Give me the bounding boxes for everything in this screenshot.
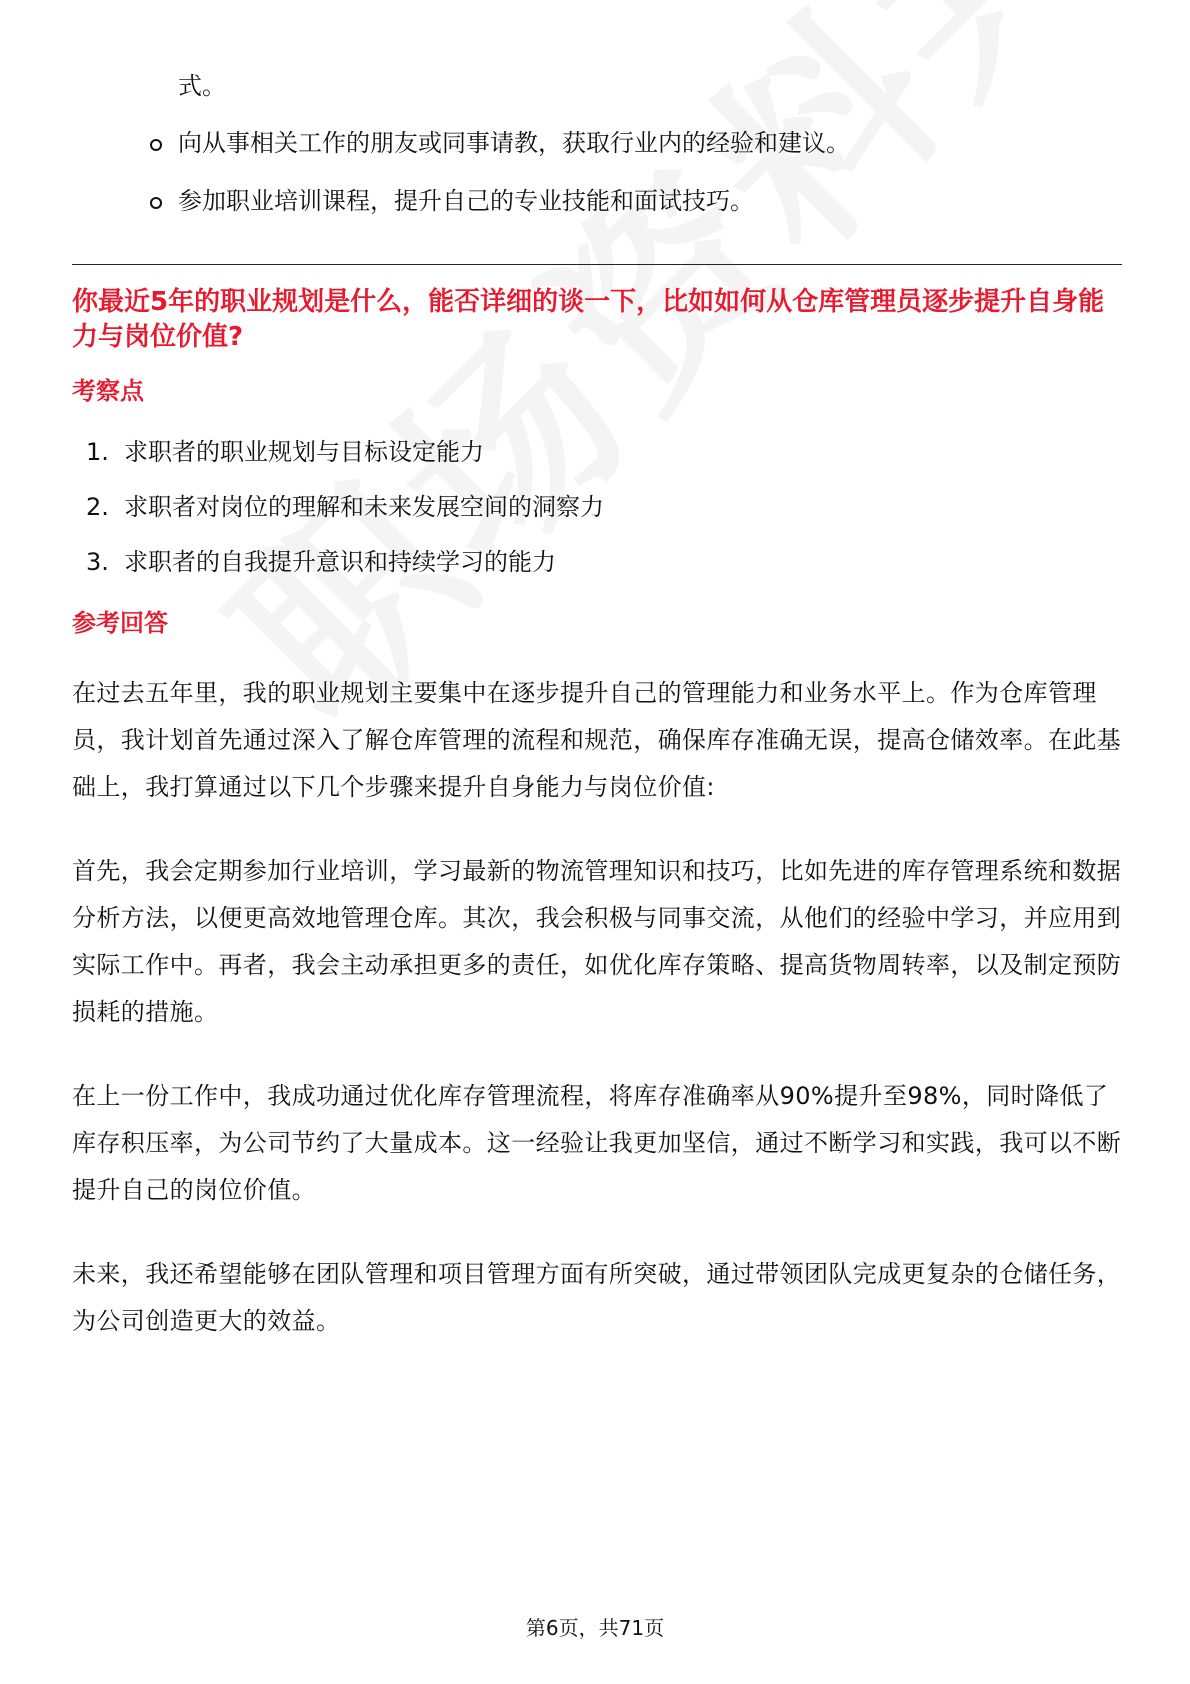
key-point-text: 求职者对岗位的理解和未来发展空间的洞察力 [124,493,604,521]
previous-bullet-list [72,70,1122,218]
question-heading: 你最近5年的职业规划是什么，能否详细的谈一下，比如如何从仓库管理员逐步提升自身能力与岗位价值? [72,287,1105,352]
key-point-item [86,436,1122,469]
key-point-number: 2. [86,493,109,521]
answer-paragraph: 未来，我还希望能够在团队管理和项目管理方面有所突破，通过带领团队完成更复杂的仓储任务，为公司创造更大的效益。 [72,1260,1122,1335]
list-item-text: 参加职业培训课程，提升自己的专业技能和面试技巧。 [178,187,754,215]
answer-title: 参考回答 [72,609,168,637]
page-footer: 第6页，共71页 [525,1616,665,1640]
answer-paragraph: 在过去五年里，我的职业规划主要集中在逐步提升自己的管理能力和业务水平上。作为仓库管理员，我计划首先通过深入了解仓库管理的流程和规范，确保库存准确无误，提高仓储效率。在此基础上，我打算通过以下几个步骤来提升自身能力与岗位价值: [72,679,1122,801]
bullet-circle-icon [150,139,162,151]
answer-paragraph: 首先，我会定期参加行业培训，学习最新的物流管理知识和技巧，比如先进的库存管理系统和数据分析方法，以便更高效地管理仓库。其次，我会积极与同事交流，从他们的经验中学习，并应用到实际工作中。再者，我会主动承担更多的责任，如优化库存策略、提高货物周转率，以及制定预防损耗的措施。 [72,857,1122,1026]
list-item-text: 向从事相关工作的朋友或同事请教，获取行业内的经验和建议。 [178,129,850,157]
key-point-number: 1. [86,438,109,466]
list-item [178,185,1122,218]
list-item-text: 式。 [178,72,226,100]
key-points-list [72,436,1122,579]
answer-paragraph: 在上一份工作中，我成功通过优化库存管理流程，将库存准确率从90%提升至98%，同时降低了库存积压率，为公司节约了大量成本。这一经验让我更加坚信，通过不断学习和实践，我可以不断提升自己的岗位价值。 [72,1082,1122,1204]
key-points-title: 考察点 [72,377,144,405]
key-point-number: 3. [86,548,109,576]
list-item-continuation [178,70,1122,103]
bullet-circle-icon [150,197,162,209]
key-point-text: 求职者的职业规划与目标设定能力 [124,438,484,466]
key-point-item [86,491,1122,524]
key-point-text: 求职者的自我提升意识和持续学习的能力 [124,548,556,576]
page-content [72,70,1122,1345]
list-item [178,127,1122,160]
section-divider [72,264,1122,265]
key-point-item [86,546,1122,579]
